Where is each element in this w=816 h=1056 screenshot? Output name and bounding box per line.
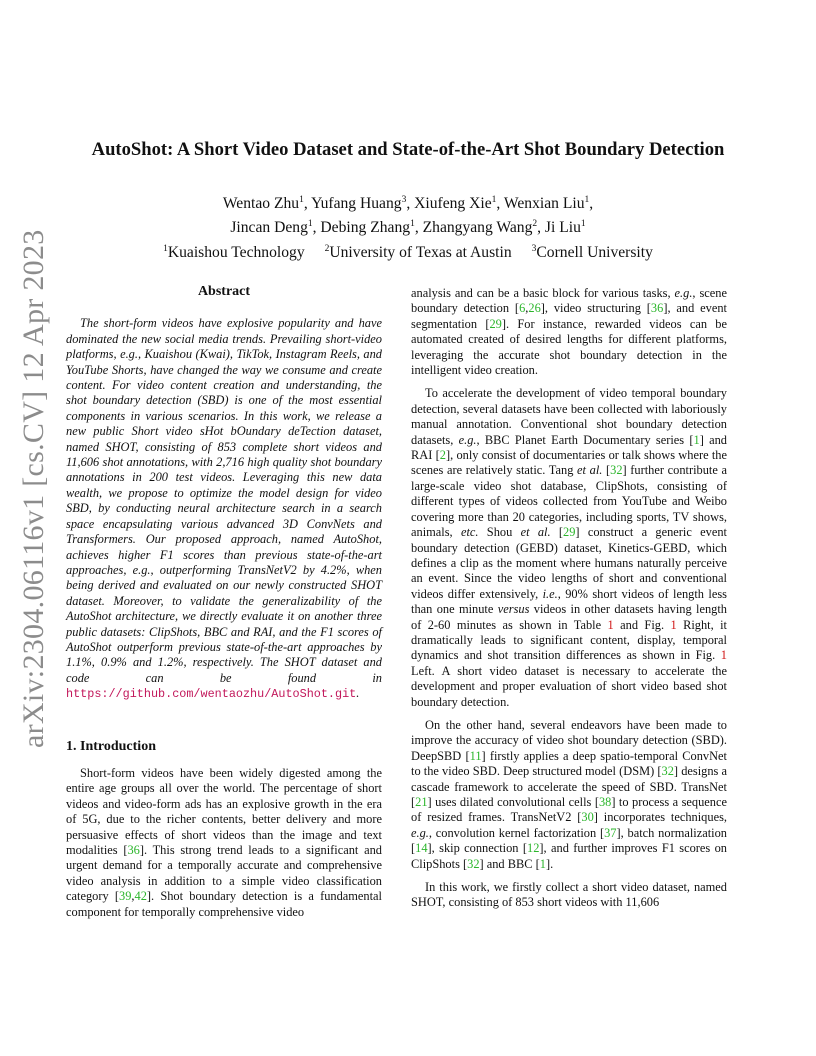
introduction-paragraph-1: [66, 766, 382, 920]
text-run: To accelerate the development of video temporal boundary detection, several datasets have been collected with laboriously manual annotation. Conventional shot boundary detection datasets,: [411, 386, 727, 447]
citation-link[interactable]: 1: [693, 432, 700, 447]
citation-link[interactable]: 30: [581, 810, 594, 825]
text-run: ] and BBC [: [479, 856, 540, 871]
text-run: ], and event segmentation [: [411, 301, 727, 331]
text-run: ]. This strong trend leads to a significant and urgent demand for a temporally accurate and comprehensive video analysis in addition to a simple video classification category [: [66, 843, 382, 904]
abstract-text: The short-form videos have explosive popularity and have dominated the new social media trends. Prevailing short-video platforms, e.g., Kuaishou (Kwai), TikTok, Instagram Reels, and YouTube Shorts, have changed the way we consume and create content. For video content creation and understanding, the shot boundary detection (SBD) is one of the most essential components in various scenarios. In this work, we release a new public Short video sHot bOundary deTection dataset, named SHOT, consisting of 853 complete short videos and 11,606 shot annotations, with 2,716 high quality shot boundary annotations in 200 test videos. Leveraging this new data wealth, we propose to optimize the model design for video SBD, by conducting neural architecture search in a search space encapsulating various advanced 3D ConvNets and Transformers. Our proposed approach, named AutoShot, achieves higher F1 scores than previous state-of-the-art approaches, e.g., outperforming TransNetV2 by 4.2%, when being derived and evaluated on our newly constructed SHOT dataset. Moreover, to validate the generalizability of the AutoShot architecture, we directly evaluate it on another three public datasets: ClipShots, BBC and RAI, and the F1 scores of AutoShot outperform previous state-of-the-art approaches by 1.1%, 0.9% and 1.2%, respectively. The SHOT dataset and code can be found in: [66, 316, 382, 685]
text-run: ] uses dilated convolutional cells [: [427, 795, 599, 809]
text-run: videos in other datasets having length of 2-60 minutes as shown in Table: [411, 602, 727, 632]
text-run: , convolution kernel factorization [: [428, 825, 605, 840]
author-affiliation-marker: 1: [299, 195, 304, 205]
citation-link[interactable]: 32: [467, 856, 480, 871]
citation-link[interactable]: 32: [661, 764, 674, 779]
author-affiliation-marker: 1: [307, 219, 313, 230]
text-run: ] designs a cascade framework to accelerate the speed of SBD. TransNet [: [411, 764, 727, 809]
text-run: ], and further improves F1 scores on ClipShots [: [411, 841, 727, 871]
citation-link[interactable]: 38: [598, 795, 612, 809]
author-name: Zhangyang Wang: [422, 219, 533, 237]
citation-link[interactable]: 29: [563, 525, 576, 540]
text-run: ]. For instance, rewarded videos can be automated created of desired lengths for different platforms, leveraging the accurate shot boundary detection in the intelligent video creation.: [411, 316, 728, 378]
citation-link[interactable]: 14: [415, 841, 428, 856]
text-run: ].: [545, 856, 554, 871]
text-run: ] further contribute a large-scale video shot database, ClipShots, consisting of different types of videos collected from YouTube and Weibo covering more than 20 categories, including sports, TV shows, animals,: [411, 463, 727, 540]
paper-title: AutoShot: A Short Video Dataset and State-of-the-Art Shot Boundary Detection: [91, 139, 725, 160]
right-column: [411, 286, 727, 919]
citation-link[interactable]: 1: [539, 856, 546, 871]
text-run: Right, it dramatically leads to significant content, display, temporal dynamics and shot transition differences as shown in Fig.: [411, 617, 728, 663]
author-separator: ,: [414, 219, 423, 237]
author-separator: ,: [406, 195, 415, 213]
text-run: , scene boundary detection [: [411, 286, 727, 316]
author-block: [40, 190, 776, 263]
italic-text: etc.: [460, 525, 479, 540]
affiliation: [163, 244, 305, 261]
text-run: ], video structuring [: [540, 301, 651, 316]
author-line-1: [40, 190, 776, 214]
text-run: ], batch normalization [: [411, 825, 727, 856]
author-separator: ,: [312, 219, 321, 237]
text-run: , 90% short videos of length less than one minute: [411, 586, 727, 617]
text-run: Short-form videos have been widely digested among the entire age groups all over the world. The percentage of short videos and video-form ads has an explosive growth in the era of 5G, due to the richer contents, better delivery and more persuasive effects of short videos than the image and text modalities [: [66, 765, 382, 857]
text-run: ], skip connection [: [427, 841, 528, 856]
author-separator: ,: [303, 195, 312, 213]
affiliation: [532, 244, 653, 261]
author-affiliation-marker: 3: [401, 195, 407, 205]
affiliation-name: Kuaishou Technology: [167, 243, 305, 261]
citation-link[interactable]: 42: [134, 889, 147, 904]
left-column: [66, 284, 382, 928]
body-paragraph: [411, 880, 727, 911]
italic-text: et al.: [520, 525, 551, 540]
author-name: Yufang Huang: [311, 195, 402, 213]
repository-link[interactable]: https://github.com/wentaozhu/AutoShot.git: [66, 687, 357, 702]
author-affiliation-marker: 2: [532, 219, 538, 230]
abstract-end: .: [356, 686, 360, 701]
body-paragraph: [411, 286, 727, 378]
text-run: [: [602, 463, 611, 478]
citation-link[interactable]: 21: [415, 795, 428, 809]
author-affiliation-marker: 1: [410, 219, 415, 230]
text-run: analysis and can be a basic block for various tasks,: [411, 286, 675, 300]
author-separator: ,: [496, 195, 504, 213]
text-run: ], only consist of documentaries or talk shows where the scenes are relatively static. Tang: [411, 448, 727, 478]
citation-link[interactable]: 36: [650, 301, 664, 316]
figure-table-ref-link[interactable]: 1: [607, 617, 614, 632]
affiliation-marker: 2: [324, 243, 330, 254]
affiliation-name: Cornell University: [536, 243, 653, 261]
citation-link[interactable]: 37: [604, 825, 617, 840]
text-run: and Fig.: [613, 617, 671, 632]
author-affiliation-marker: 1: [491, 195, 497, 205]
citation-link[interactable]: 11: [469, 748, 482, 763]
affiliation-marker: 3: [531, 243, 537, 254]
citation-link[interactable]: 39: [119, 889, 132, 904]
citation-link[interactable]: 12: [527, 841, 540, 856]
introduction-heading: 1. Introduction: [66, 738, 156, 754]
affiliation-name: University of Texas at Austin: [329, 243, 512, 261]
text-run: ] incorporates techniques,: [593, 810, 727, 825]
text-run: ] construct a generic event boundary detection (GEBD) dataset, Kinetics-GEBD, which defines a clip as the moment where humans naturally perceive an event. Since the video lengths of short and conventional videos differ extensively,: [411, 525, 727, 601]
text-run: Shou: [478, 525, 521, 540]
italic-text: i.e.: [542, 586, 558, 601]
citation-link[interactable]: 6: [519, 301, 526, 316]
text-run: ] and RAI [: [411, 432, 727, 463]
author-affiliation-marker: 1: [584, 195, 590, 205]
author-name: Xiufeng Xie: [414, 195, 492, 213]
author-name: Wentao Zhu: [222, 195, 300, 213]
text-run: In this work, we firstly collect a short video dataset, named SHOT, consisting of 853 short videos with 11,606: [411, 880, 727, 910]
text-run: [: [550, 525, 564, 540]
text-run: Left. A short video dataset is necessary to accelerate the development and proper evaluation of short video based shot boundary detection.: [411, 663, 727, 709]
citation-link[interactable]: 29: [489, 316, 502, 331]
author-separator: ,: [589, 195, 594, 213]
affiliation: [325, 244, 512, 261]
abstract-heading: Abstract: [197, 284, 251, 299]
text-run: On the other hand, several endeavors have been made to improve the accuracy of video shot boundary detection (SBD). DeepSBD [: [411, 717, 727, 763]
arxiv-stamp: arXiv:2304.06116v1 [cs.CV] 12 Apr 2023: [17, 229, 50, 748]
author-separator: ,: [537, 219, 545, 237]
figure-table-ref-link[interactable]: 1: [720, 648, 727, 663]
citation-link[interactable]: 2: [439, 448, 446, 463]
body-paragraph: [411, 718, 727, 872]
text-run: ,: [525, 301, 529, 316]
affiliations-line: [40, 238, 776, 262]
text-run: ]. Shot boundary detection is a fundamental component for temporally comprehensive video: [66, 889, 382, 919]
text-run: , BBC Planet Earth Documentary series [: [476, 432, 694, 447]
author-name: Ji Liu: [544, 219, 581, 237]
italic-text: versus: [497, 602, 530, 617]
text-run: ,: [131, 889, 135, 904]
affiliation-marker: 1: [163, 243, 168, 254]
italic-text: e.g.: [458, 432, 477, 447]
author-affiliation-marker: 1: [580, 219, 586, 230]
abstract-body: [66, 316, 382, 702]
author-line-2: [40, 214, 776, 238]
author-name: Jincan Deng: [230, 219, 308, 237]
italic-text: et al.: [577, 463, 603, 478]
citation-link[interactable]: 26: [528, 301, 541, 316]
italic-text: e.g.: [674, 286, 693, 300]
author-name: Debing Zhang: [320, 219, 411, 237]
italic-text: e.g.: [411, 825, 429, 840]
citation-link[interactable]: 36: [127, 843, 140, 857]
text-run: ] to process a sequence of resized frames. TransNetV2 [: [411, 795, 727, 825]
text-run: ] firstly applies a deep spatio-temporal ConvNet to the video SBD. Deep structured model (DSM) [: [411, 748, 727, 779]
author-name: Wenxian Liu: [503, 195, 585, 213]
body-paragraph: [411, 386, 727, 710]
citation-link[interactable]: 32: [610, 463, 623, 478]
figure-table-ref-link[interactable]: 1: [670, 617, 677, 632]
